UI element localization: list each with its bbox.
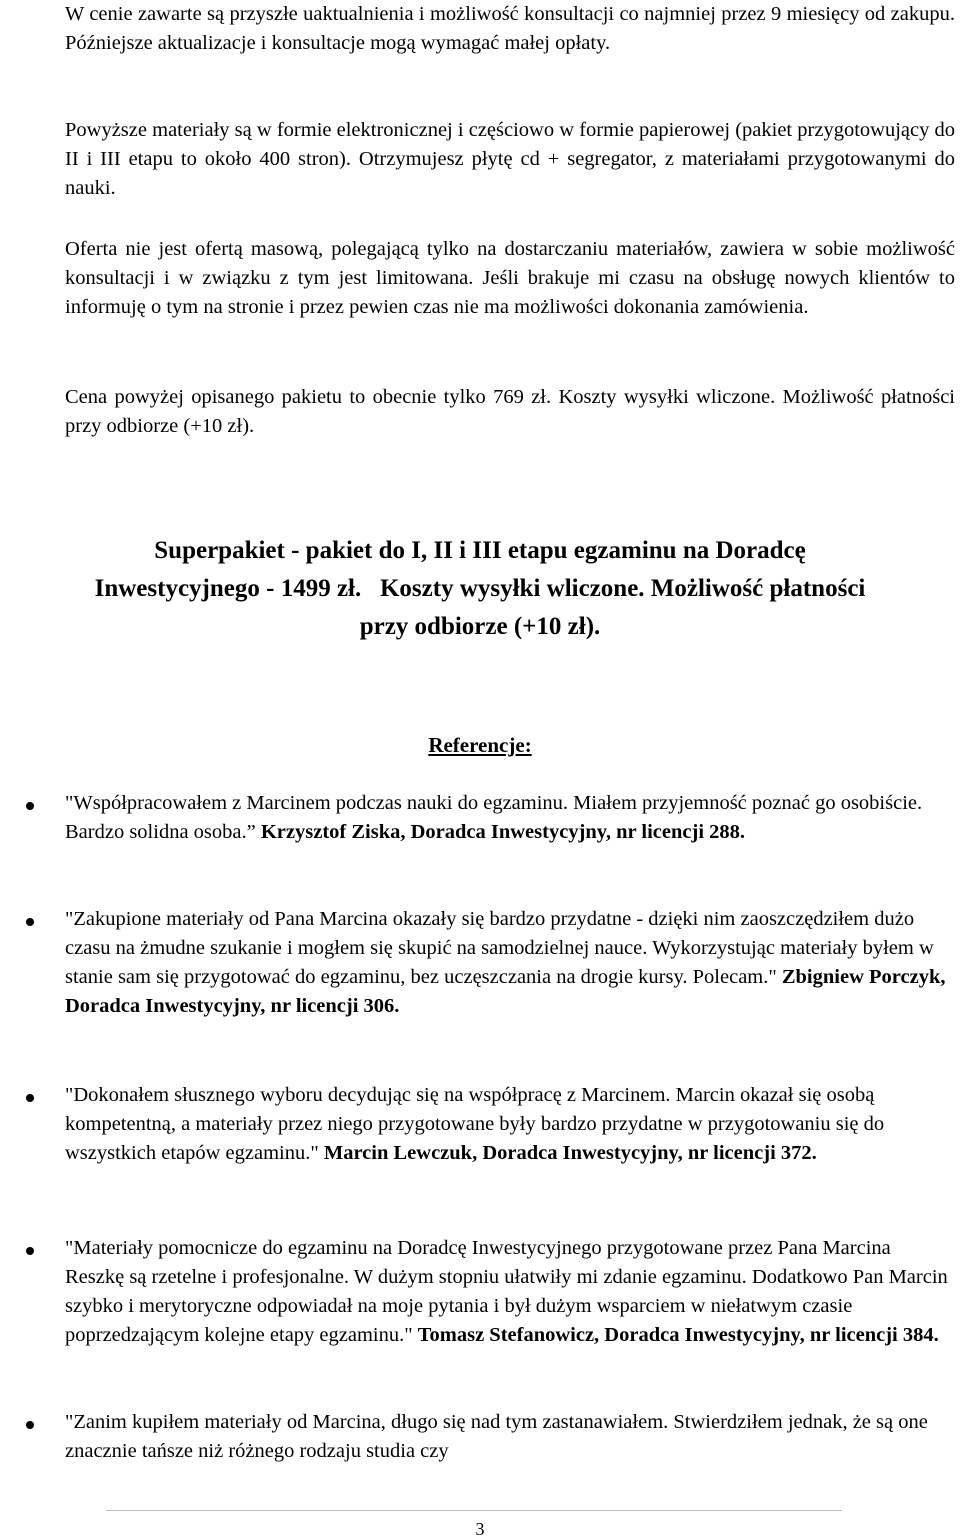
reference-quote: "Dokonałem słusznego wyboru decydując się na współpracę z Marcinem. Marcin okazał się osobą kompetentną, a materiały przez niego przygotowane były bardzo przydatne w przygotowaniu się do wszystkich etapów egzaminu."	[65, 1084, 885, 1164]
reference-item	[65, 1408, 950, 1466]
superpackage-title	[0, 532, 960, 646]
reference-author: Marcin Lewczuk, Doradca Inwestycyjny, nr licencji 372.	[323, 1142, 817, 1164]
reference-author: Tomasz Stefanowicz, Doradca Inwestycyjny, nr licencji 384.	[417, 1324, 939, 1346]
bullet-icon	[26, 918, 34, 926]
bullet-icon	[26, 1094, 34, 1102]
paragraph-price: Cena powyżej opisanego pakietu to obecnie tylko 769 zł. Koszty wysyłki wliczone. Możliwość płatności przy odbiorze (+10 zł).	[65, 386, 955, 437]
reference-item	[65, 1234, 950, 1350]
reference-quote: "Materiały pomocnicze do egzaminu na Doradcę Inwestycyjnego przygotowane przez Pana Marcina Reszkę są rzetelne i profesjonalne. W dużym stopniu ułatwiły mi zdanie egzaminu. Dodatkowo Pan Marcin szybko i merytoryczne odpowiadał na moje pytania i był dużym wsparciem w niełatwym czasie poprzedzającym kolejne etapy egzaminu."	[65, 1237, 948, 1346]
superpackage-title-line: przy odbiorze (+10 zł).	[359, 613, 601, 640]
footer-divider	[108, 1510, 840, 1511]
references-heading: Referencje:	[428, 733, 532, 757]
reference-author: Zbigniew Porczyk, Doradca Inwestycyjny, nr licencji 306.	[65, 966, 946, 1017]
reference-item	[65, 1081, 950, 1168]
reference-item	[65, 789, 950, 847]
reference-item	[65, 905, 950, 1021]
paragraph-materials: Powyższe materiały są w formie elektronicznej i częściowo w formie papierowej (pakiet przygotowujący do II i III etapu to około 400 stron). Otrzymujesz płytę cd + segregator, z materiałami przygotowanymi do nauki.	[65, 119, 955, 199]
reference-quote: "Współpracowałem z Marcinem podczas nauki do egzaminu. Miałem przyjemność poznać go osobiście. Bardzo solidna osoba.”	[65, 792, 923, 843]
reference-author: Krzysztof Ziska, Doradca Inwestycyjny, nr licencji 288.	[260, 821, 746, 843]
reference-quote: "Zanim kupiłem materiały od Marcina, długo się nad tym zastanawiałem. Stwierdziłem jednak, że są one znacznie tańsze niż różnego rodzaju studia czy	[65, 1411, 928, 1462]
bullet-icon	[26, 1421, 34, 1429]
page-number: 3	[475, 1519, 485, 1539]
paragraph-updates: W cenie zawarte są przyszłe uaktualnienia i możliwość konsultacji co najmniej przez 9 miesięcy od zakupu. Późniejsze aktualizacje i konsultacje mogą wymagać małej opłaty.	[65, 3, 955, 54]
superpackage-title-line: Inwestycyjnego - 1499 zł. Koszty wysyłki wliczone. Możliwość płatności	[94, 575, 866, 602]
reference-quote: "Zakupione materiały od Pana Marcina okazały się bardzo przydatne - dzięki nim zaoszczędziłem dużo czasu na żmudne szukanie i mogłem się skupić na samodzielnej nauce. Wykorzystując materiały byłem w stanie sam się przygotować do egzaminu, bez uczęszczania na drogie kursy. Polecam."	[65, 908, 934, 988]
bullet-icon	[26, 802, 34, 810]
superpackage-title-line: Superpakiet - pakiet do I, II i III etapu egzaminu na Doradcę	[154, 537, 806, 564]
bullet-icon	[26, 1247, 34, 1255]
paragraph-offer: Oferta nie jest ofertą masową, polegającą tylko na dostarczaniu materiałów, zawiera w sobie możliwość konsultacji i w związku z tym jest limitowana. Jeśli brakuje mi czasu na obsługę nowych klientów to informuję o tym na stronie i przez pewien czas nie ma możliwości dokonania zamówienia.	[65, 238, 955, 318]
